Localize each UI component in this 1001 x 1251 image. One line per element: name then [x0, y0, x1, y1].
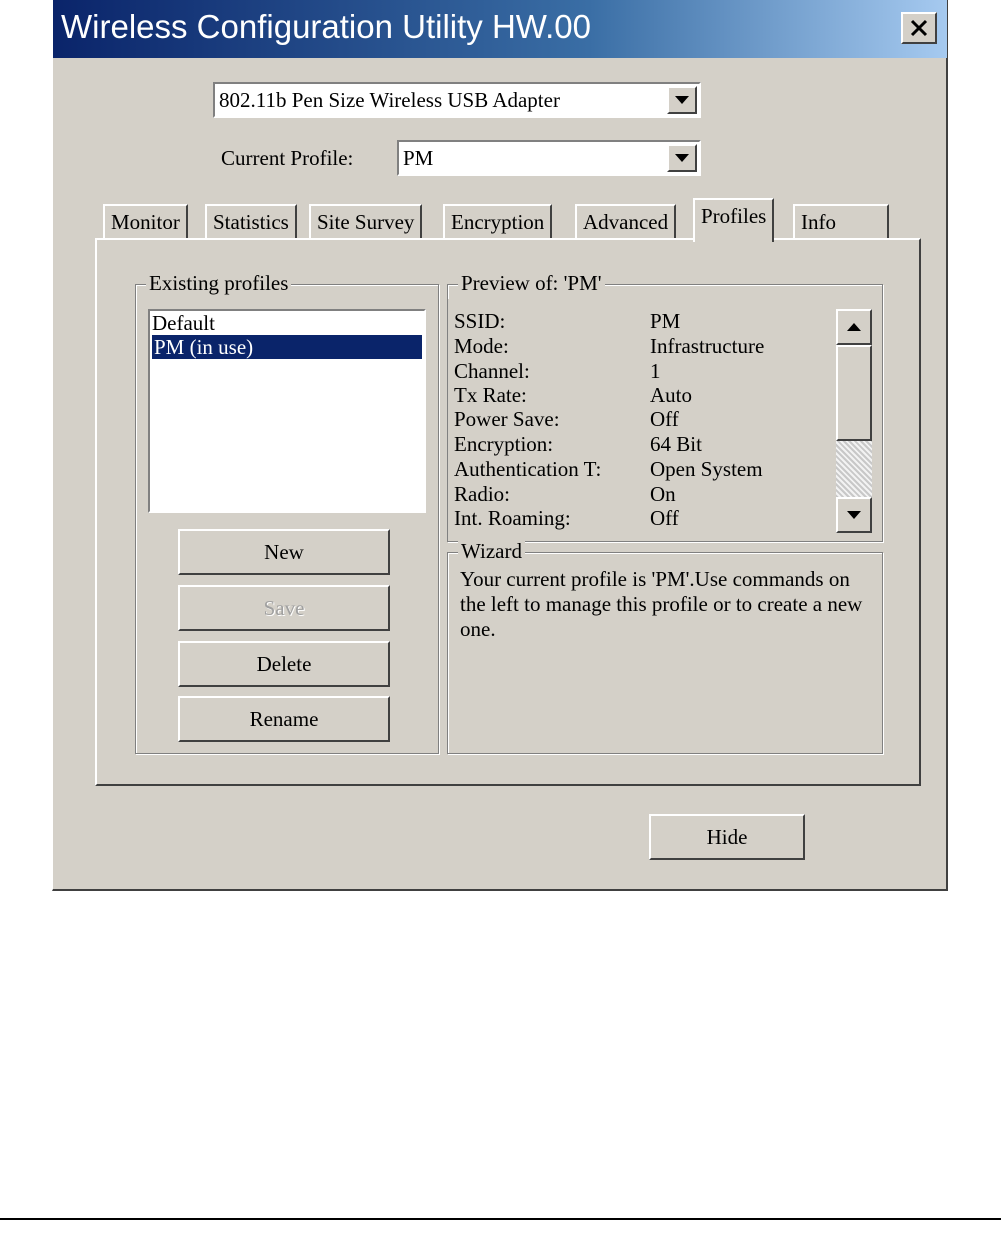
tab-advanced[interactable]	[575, 204, 676, 240]
preview-key: Encryption:	[454, 432, 554, 456]
profile-dropdown-button[interactable]	[667, 144, 697, 172]
config-utility-window	[52, 0, 948, 891]
scroll-up-button[interactable]	[836, 309, 872, 345]
wizard-title: Wizard	[458, 539, 525, 564]
tab-statistics[interactable]	[205, 204, 297, 240]
preview-value: On	[650, 482, 676, 506]
preview-key: Tx Rate:	[454, 383, 527, 407]
existing-profiles-title: Existing profiles	[146, 271, 291, 296]
tab-label: Info	[801, 210, 836, 234]
chevron-down-icon	[847, 511, 861, 519]
scroll-thumb[interactable]	[836, 345, 872, 441]
adapter-select-value: 802.11b Pen Size Wireless USB Adapter	[219, 88, 560, 112]
tab-label: Site Survey	[317, 210, 415, 234]
preview-value: Off	[650, 506, 679, 530]
tab-label: Monitor	[111, 210, 180, 234]
profiles-listbox[interactable]	[148, 309, 426, 513]
list-item[interactable]: Default	[152, 311, 215, 335]
preview-value: Off	[650, 407, 679, 431]
scroll-down-button[interactable]	[836, 497, 872, 533]
new-button[interactable]: New	[178, 529, 390, 575]
title-bar[interactable]	[53, 0, 947, 58]
preview-key: Int. Roaming:	[454, 506, 571, 530]
existing-profiles-group	[135, 271, 439, 754]
tab-label: Advanced	[583, 210, 669, 234]
preview-details	[448, 299, 882, 541]
adapter-select[interactable]	[213, 82, 701, 118]
close-icon	[910, 19, 928, 37]
tab-info[interactable]	[793, 204, 889, 240]
rename-button[interactable]: Rename	[178, 696, 390, 742]
list-item[interactable]: PM (in use)	[152, 335, 422, 359]
preview-value: Open System	[650, 457, 763, 481]
tab-site-survey[interactable]	[309, 204, 422, 240]
current-profile-value: PM	[403, 146, 434, 170]
preview-group	[447, 271, 883, 542]
preview-key: Mode:	[454, 334, 509, 358]
preview-value: PM	[650, 309, 681, 333]
adapter-dropdown-button[interactable]	[667, 86, 697, 114]
tab-encryption[interactable]	[443, 204, 552, 240]
tab-label: Statistics	[213, 210, 289, 234]
wizard-text: Your current profile is 'PM'.Use commands on the left to manage this profile or to create a new one.	[460, 567, 863, 641]
current-profile-label: Current Profile:	[221, 146, 354, 170]
preview-key: Radio:	[454, 482, 510, 506]
tab-monitor[interactable]	[103, 204, 188, 240]
close-button[interactable]	[901, 12, 937, 44]
wizard-group	[447, 539, 883, 754]
profiles-tab-panel	[95, 238, 921, 786]
preview-value: Infrastructure	[650, 334, 765, 358]
preview-value: Auto	[650, 383, 692, 407]
preview-key: Authentication T:	[454, 457, 602, 481]
preview-key: Channel:	[454, 359, 530, 383]
preview-scrollbar[interactable]	[836, 309, 872, 533]
preview-value: 64 Bit	[650, 432, 702, 456]
chevron-up-icon	[847, 323, 861, 331]
window-title: Wireless Configuration Utility HW.00	[61, 8, 591, 45]
page-footer-rule	[0, 1218, 1001, 1220]
preview-value: 1	[650, 359, 661, 383]
preview-title: Preview of: 'PM'	[458, 271, 605, 296]
tab-profiles[interactable]	[693, 198, 774, 242]
save-button[interactable]: Save	[178, 585, 390, 631]
preview-key: Power Save:	[454, 407, 560, 431]
current-profile-select[interactable]	[397, 140, 701, 176]
chevron-down-icon	[675, 154, 689, 162]
hide-button[interactable]: Hide	[649, 814, 805, 860]
delete-button[interactable]: Delete	[178, 641, 390, 687]
tab-label: Profiles	[701, 204, 767, 228]
preview-key: SSID:	[454, 309, 506, 333]
chevron-down-icon	[675, 96, 689, 104]
tab-label: Encryption	[451, 210, 545, 234]
